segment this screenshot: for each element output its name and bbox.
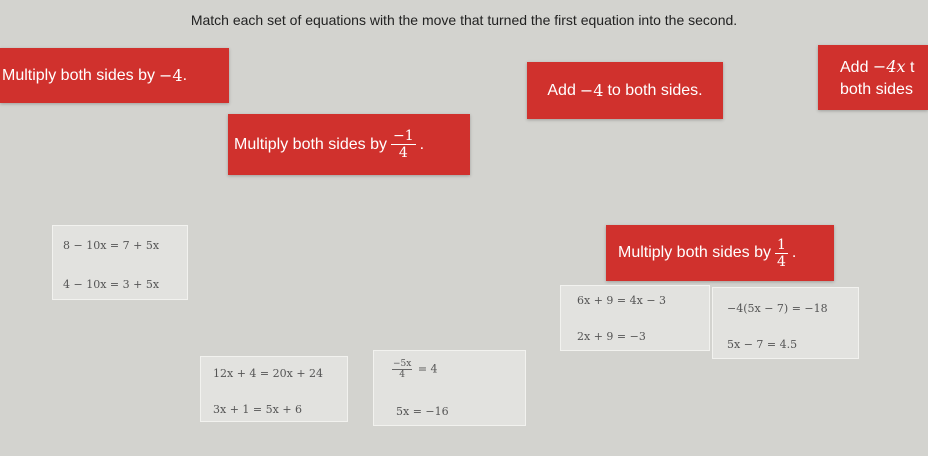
second-equation: 5x = −16 bbox=[396, 405, 449, 418]
equation-set-card-2[interactable] bbox=[560, 285, 710, 351]
equation-set-card-3[interactable] bbox=[712, 287, 859, 359]
equation-fraction bbox=[392, 359, 412, 380]
fraction-numerator: 1 bbox=[776, 236, 786, 253]
second-equation: 4 − 10x = 3 + 5x bbox=[63, 278, 160, 291]
second-equation: 2x + 9 = −3 bbox=[577, 330, 646, 343]
second-equation: 5x − 7 = 4.5 bbox=[727, 338, 798, 351]
fraction-denominator: 4 bbox=[399, 370, 406, 380]
move-fraction bbox=[775, 237, 788, 270]
move-label: Multiply both sides by bbox=[2, 66, 155, 84]
move-suffix: t bbox=[909, 58, 915, 76]
equation-set-card-1[interactable] bbox=[52, 225, 188, 300]
fraction-numerator: −1 bbox=[392, 128, 414, 144]
move-label: Add bbox=[840, 58, 873, 76]
move-value: −4x bbox=[872, 56, 906, 76]
equation-set-card-5[interactable] bbox=[373, 350, 526, 426]
move-card-add-neg4x[interactable] bbox=[818, 45, 928, 110]
first-equation: −4(5x − 7) = −18 bbox=[727, 302, 828, 315]
fraction-denominator: 4 bbox=[776, 253, 786, 270]
fraction-denominator: 4 bbox=[398, 145, 408, 161]
instruction-text: Match each set of equations with the move that turned the first equation into the second. bbox=[190, 12, 738, 28]
move-line-1 bbox=[840, 57, 914, 77]
fraction-numerator: −5x bbox=[393, 359, 412, 369]
move-line-2: both sides bbox=[840, 80, 913, 98]
first-equation bbox=[392, 359, 438, 380]
first-equation: 6x + 9 = 4x − 3 bbox=[577, 294, 667, 307]
move-card-multiply-quarter[interactable] bbox=[606, 225, 834, 281]
move-suffix: to both sides. bbox=[607, 81, 703, 99]
move-fraction bbox=[391, 128, 416, 161]
equation-set-card-4[interactable] bbox=[200, 356, 348, 422]
second-equation: 3x + 1 = 5x + 6 bbox=[213, 403, 303, 416]
move-value: −4 bbox=[579, 81, 604, 100]
first-equation: 12x + 4 = 20x + 24 bbox=[213, 367, 324, 380]
move-suffix: . bbox=[791, 244, 797, 261]
move-label: Multiply both sides by bbox=[234, 135, 387, 153]
move-card-multiply-neg4[interactable] bbox=[0, 48, 229, 103]
first-equation: 8 − 10x = 7 + 5x bbox=[63, 239, 160, 252]
move-suffix: . bbox=[182, 66, 188, 84]
move-card-multiply-neg-quarter[interactable] bbox=[228, 114, 470, 175]
move-label: Add bbox=[547, 81, 576, 99]
move-card-add-neg4[interactable] bbox=[527, 62, 723, 119]
move-label: Multiply both sides by bbox=[618, 244, 771, 261]
move-value: −4 bbox=[158, 66, 183, 85]
equation-rhs: = 4 bbox=[417, 362, 438, 376]
move-suffix: . bbox=[419, 135, 425, 153]
